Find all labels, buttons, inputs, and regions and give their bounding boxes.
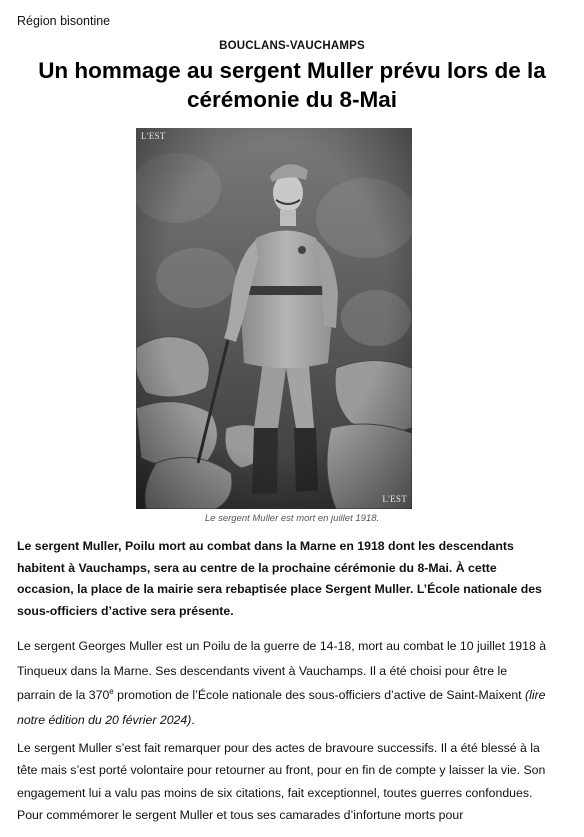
article-paragraph-1 [17,634,547,732]
article-headline: Un hommage au sergent Muller prévu lors de la cérémonie du 8-Mai [38,58,546,112]
paragraph-1-text: Le sergent Georges Muller est un Poilu de la guerre de 14-18, mort au combat le 10 juillet 1918 à Tinqueux dans la Marne. Ses descendants vivent à Vauchamps. Il a été choisi pour être le parrain de la 370 [17,639,547,702]
article-lead: Le sergent Muller, Poilu mort au combat dans la Marne en 1918 dont les descendants habitent à Vauchamps, sera au centre de la prochaine cérémonie du 8-Mai. À cette occasion, la place de la mairie sera rebaptisée place Sergent Muller. L’École nationale des sous-officiers d’active sera présente. [17,539,542,618]
photo-watermark-bottom: L'EST [382,494,407,504]
soldier-portrait-image [136,128,412,509]
section-label[interactable]: Région bisontine [17,14,111,28]
photo-watermark-top: L'EST [141,131,166,141]
article-kicker: BOUCLANS-VAUCHAMPS [219,40,365,52]
paragraph-1-end: . [191,712,195,727]
ordinal-superscript: e [109,686,114,696]
paragraph-1-text-continued: promotion de l’École nationale des sous-officiers d’active de Saint-Maixent [113,688,526,702]
edition-reference-link[interactable]: (lire notre édition du 20 février 2024) [17,688,546,727]
article-paragraph-2: Le sergent Muller s’est fait remarquer pour des actes de bravoure successifs. Il a été blessé à la tête mais s’est porté volontaire pour retourner au front, pour en fin de compte y laisser la vie. Son engagement lui a valu pas moins de six citations, fait exceptionnel, toutes guerres confondues. Pour commémorer le sergent Muller et tous ses camarades d’infortune morts pour [17,741,546,822]
photo-caption: Le sergent Muller est mort en juillet 1918. [204,513,380,524]
article-photo[interactable] [136,128,412,509]
